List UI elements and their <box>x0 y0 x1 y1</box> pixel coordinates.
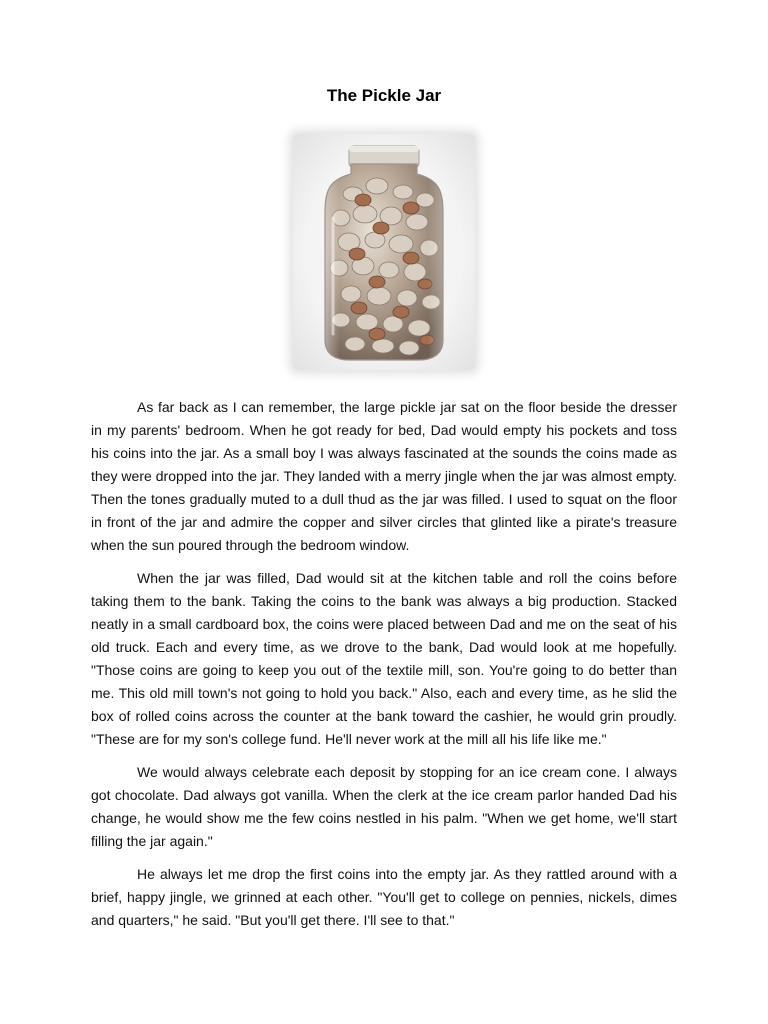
paragraph-3: We would always celebrate each deposit by stopping for an ice cream cone. I always got chocolate. Dad always got vanilla. When the clerk at the ice cream parlor handed Dad his change, he would show me the few coins nestled in his palm. "When we get home, we'll start filling the jar again." <box>91 764 677 849</box>
paragraph-2: When the jar was filled, Dad would sit at the kitchen table and roll the coins before taking them to the bank. Taking the coins to the bank was always a big production. Stacked neatly in a small cardboard box, the coins were placed between Dad and me on the seat of his old truck. Each and every time, as we drove to the bank, Dad would look at me hopefully. "Those coins are going to keep you out of the textile mill, son. You're going to do better than me. This old mill town's not going to hold you back." Also, each and every time, as he slid the box of rolled coins across the counter at the bank toward the cashier, he would grin proudly. "These are for my son's college fund. He'll never work at the mill all his life like me." <box>91 570 677 747</box>
article-body <box>91 396 677 942</box>
page-title: The Pickle Jar <box>326 86 442 105</box>
coin-jar-image <box>293 134 475 370</box>
paragraph-1: As far back as I can remember, the large pickle jar sat on the floor beside the dresser in my parents' bedroom. When he got ready for bed, Dad would empty his pockets and toss his coins into the jar. As a small boy I was always fascinated at the sounds the coins made as they were dropped into the jar. They landed with a merry jingle when the jar was almost empty. Then the tones gradually muted to a dull thud as the jar was filled. I used to squat on the floor in front of the jar and admire the copper and silver circles that glinted like a pirate's treasure when the sun poured through the bedroom window. <box>91 399 677 553</box>
paragraph-4: He always let me drop the first coins into the empty jar. As they rattled around with a brief, happy jingle, we grinned at each other. "You'll get to college on pennies, nickels, dimes and quarters," he said. "But you'll get there. I'll see to that." <box>91 866 677 928</box>
coin-jar-illustration <box>293 134 475 370</box>
